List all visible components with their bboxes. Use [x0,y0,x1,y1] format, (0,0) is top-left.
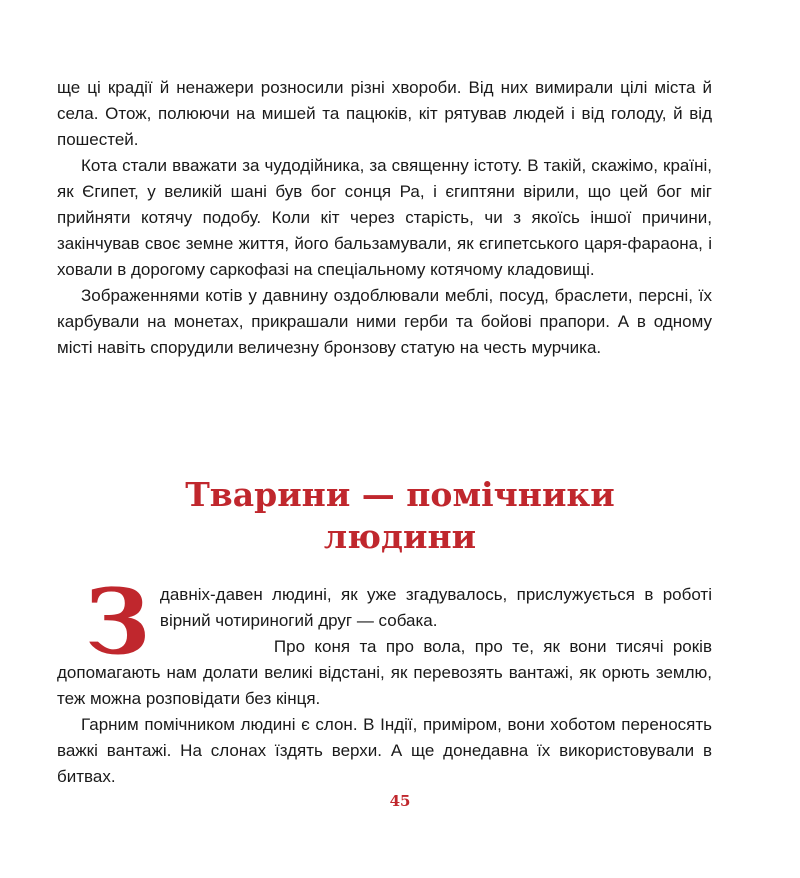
page-number: 45 [389,792,411,810]
section-heading-line-1: Тварини — помічники [185,475,615,514]
paragraph-6: Гарним помічником людині є слон. В Індії, приміром, вони хоботом переносять важкі вантажі. На слонах їздять верхи. А ще донедавна їх використовували в битвах. [57,715,712,786]
top-text-block [57,75,712,361]
paragraph-2: Кота стали вважати за чудодійника, за священну істоту. В такій, скажімо, країні, як Єгипет, у великій шані був бог сонця Ра, і єгиптяни вірили, що цей бог міг прийняти котячу подобу. Коли кіт через старість, чи з якоїсь іншої причини, закінчував своє земне життя, його бальзамували, як єгипетського царя-фараона, і ховали в дорогому саркофазі на спеціальному котячому кладовищі. [57,156,712,279]
dropcap-paragraph-text: давніх-давен людині, як уже згадувалось, прислужується в роботі вірний чотириногий друг — собака. [159,585,712,630]
paragraph-1: ще ці крадії й ненажери розносили різні хвороби. Від них вимирали цілі міста й села. Отож, полюючи на мишей та пацюків, кіт рятував людей і від голоду, й від пошестей. [57,78,712,149]
bottom-text-block [57,569,712,790]
drop-cap-letter: З [85,569,150,675]
paragraph-3: Зображеннями котів у давнину оздоблювали меблі, посуд, браслети, персні, їх карбували на монетах, прикрашали ними герби та бойові прапори. А в одному місті навіть спорудили величезну бронзову статую на честь мурчика. [57,286,712,357]
paragraph-5: Про коня та про вола, про те, як вони тисячі років допомагають нам долати великі відстані, як перевозять вантажі, як орють землю, теж можна розповідати без кінця. [57,637,712,708]
section-heading-line-2: людини [323,517,477,556]
section-heading [0,474,800,558]
